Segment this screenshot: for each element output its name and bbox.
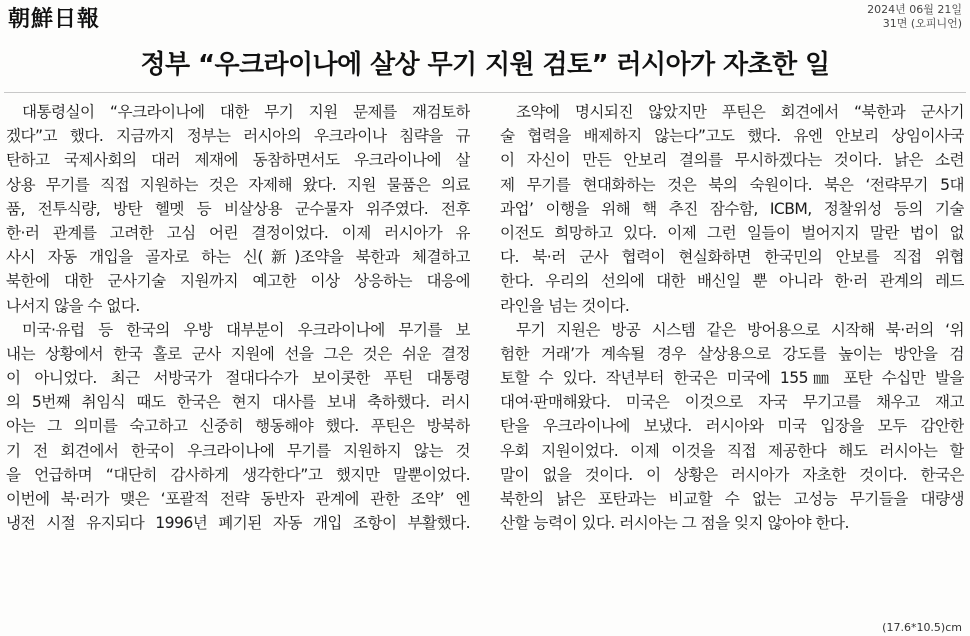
article-column-left — [6, 100, 470, 535]
article-line: 미국·유럽 등 한국의 우방 대부분이 우크라이나에 무기를 보 — [22, 320, 470, 339]
article-line: 조약에 명시되진 않았지만 푸틴은 회견에서 “북한과 군사기 — [516, 103, 964, 121]
article-line: 아는 그 의미를 숙고하고 신중히 행동해야 했다. 푸틴은 방북하 — [6, 417, 470, 436]
article-line: 이 아니었다. 최근 서방국가 절대다수가 보이콧한 푸틴 대통령 — [6, 369, 470, 388]
article-line: 북한에 대한 군사기술 지원까지 예고한 이상 상응하는 대응에 — [6, 272, 470, 291]
article-line: 탄을 우크라이나에 보냈다. 러시아와 미국 입장을 모두 감안한 — [500, 417, 964, 436]
article-line: 말이 없을 것이다. 이 상황은 러시아가 자초한 것이다. 한국은 — [500, 465, 964, 484]
article-line: 과업’ 이행을 위해 핵 추진 잠수함, ICBM, 정찰위성 등의 기술 — [500, 199, 964, 218]
article-headline: 정부 “우크라이나에 살상 무기 지원 검토” 러시아가 자초한 일 — [140, 50, 830, 80]
article-line: 이전도 희망하고 있다. 이제 그런 일들이 벌어지지 말란 법이 없 — [500, 223, 964, 242]
article-line: 기 전 회견에서 한국이 우크라이나에 무기를 지원하지 않는 것 — [6, 441, 470, 460]
article-line: 을 언급하며 “대단히 감사하게 생각한다”고 했지만 말뿐이었다. — [6, 465, 470, 484]
article-line: 나서지 않을 수 없다. — [6, 296, 140, 315]
article-line: 의 5번째 취임식 때도 한국은 현지 대사를 보내 축하했다. 러시 — [6, 393, 470, 412]
article-line: 제 무기를 현대화하는 것은 북의 숙원이다. 북은 ‘전략무기 5대 — [500, 175, 964, 194]
article-line: 한다. 우리의 선의에 대한 배신일 뿐 아니라 한·러 관계의 레드 — [500, 272, 964, 291]
clipping-size: (17.6*10.5)cm — [882, 621, 962, 634]
article-line: 다. 북·러 군사 협력이 현실화하면 한국민의 안보를 직접 위협 — [500, 248, 964, 267]
article-line: 한·러 관계를 고려한 고심 어린 결정이었다. 이제 러시아가 유 — [6, 223, 470, 242]
article-line: 대여·판매해왔다. 미국은 이것으로 자국 무기고를 채우고 재고 — [500, 393, 964, 412]
article-line: 품, 전투식량, 방탄 헬멧 등 비살상용 군수물자 위주였다. 전후 — [6, 199, 470, 218]
article-line: 이 자신이 만든 안보리 결의를 무시하겠다는 것이다. 낡은 소련 — [500, 151, 964, 170]
page-section: 31면 (오피니언) — [882, 17, 962, 30]
article-line: 라인을 넘는 것이다. — [500, 296, 630, 315]
article-line: 상용 무기를 직접 지원하는 것은 자제해 왔다. 지원 물품은 의료 — [6, 175, 470, 194]
article-line: 이번에 북·러가 맺은 ‘포괄적 전략 동반자 관계에 관한 조약’ 엔 — [6, 490, 470, 508]
article-line: 술 협력을 배제하지 않는다”고도 했다. 유엔 안보리 상임이사국 — [500, 127, 964, 146]
article-line: 산할 능력이 있다. 러시아는 그 점을 잊지 않아야 한다. — [500, 514, 849, 533]
article-line: 북한의 낡은 포탄과는 비교할 수 없는 고성능 무기들을 대량생 — [500, 490, 964, 508]
article-line: 토할 수 있다. 작년부터 한국은 미국에 155㎜ 포탄 수십만 발을 — [500, 369, 964, 388]
article-line: 우회 지원이었다. 이제 이것을 직접 제공한다 해도 러시아는 할 — [500, 441, 964, 460]
article-line: 냉전 시절 유지되다 1996년 폐기된 자동 개입 조항이 부활했다. — [6, 514, 470, 533]
article-column-right — [500, 100, 964, 535]
article-line: 탄하고 국제사회의 대러 제재에 동참하면서도 우크라이나에 살 — [6, 151, 470, 170]
article-line: 대통령실이 “우크라이나에 대한 무기 지원 문제를 재검토하 — [22, 103, 470, 121]
article-line: 무기 지원은 방공 시스템 같은 방어용으로 시작해 북·러의 ‘위 — [516, 320, 964, 339]
article-line: 험한 거래’가 계속될 경우 살상용으로 강도를 높이는 방안을 검 — [500, 344, 964, 363]
article-line: 겠다”고 했다. 지금까지 정부는 러시아의 우크라이나 침략을 규 — [6, 127, 470, 146]
headline-divider — [4, 92, 966, 93]
newspaper-masthead: 朝鮮日報 — [8, 6, 101, 32]
publication-meta — [867, 3, 962, 31]
publication-date: 2024년 06월 21일 — [867, 3, 962, 16]
article-line: 내는 상황에서 한국 홀로 군사 지원에 선을 그은 것은 쉬운 결정 — [6, 344, 470, 363]
article-line: 사시 자동 개입을 골자로 하는 신(新)조약을 북한과 체결하고 — [6, 248, 470, 267]
